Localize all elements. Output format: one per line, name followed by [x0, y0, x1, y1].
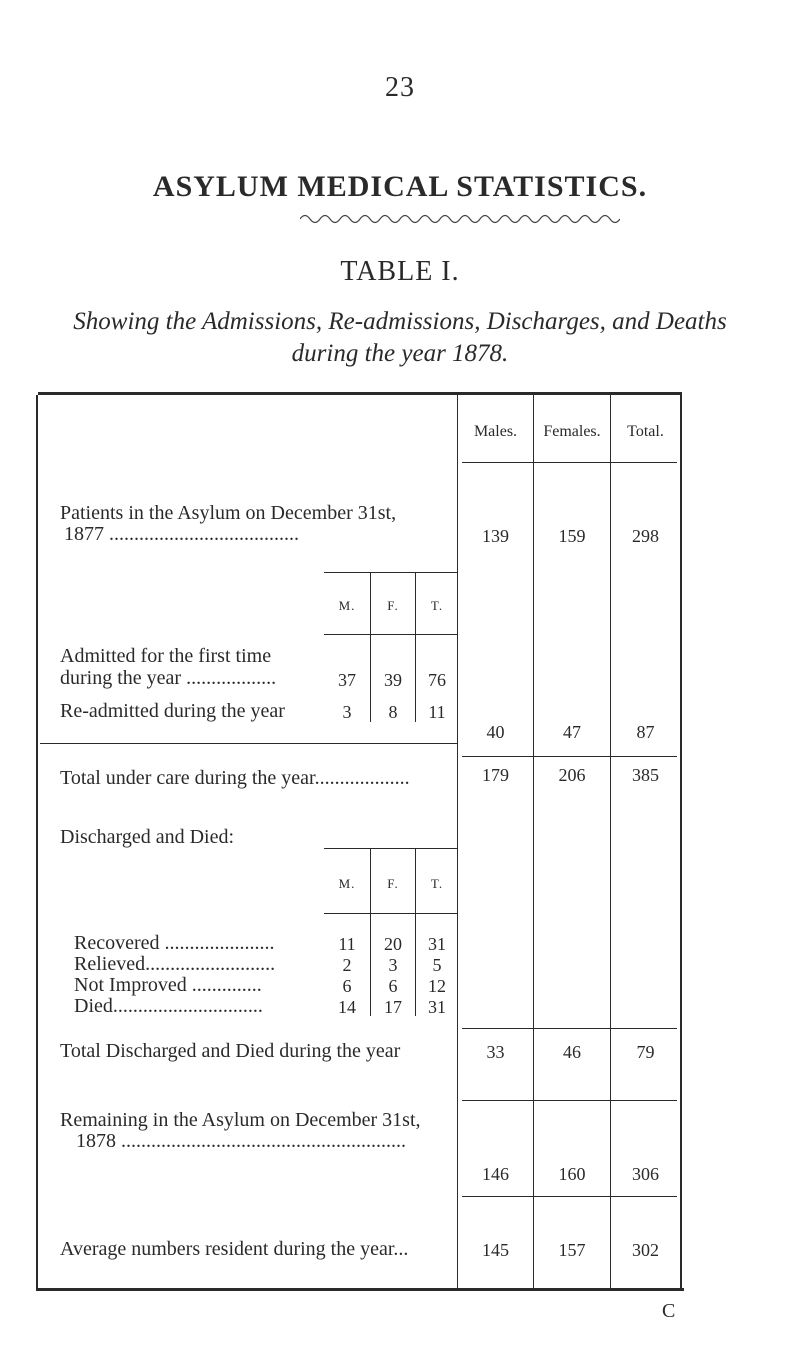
adm-subtable-bottom	[40, 743, 458, 744]
patients-1877-males: 139	[482, 526, 509, 546]
dis-subhead-m: M.	[338, 876, 356, 891]
readmitted-f: 8	[388, 702, 398, 722]
relieved-t: 5	[432, 955, 442, 975]
total-discharged-males: 33	[486, 1042, 505, 1062]
recovered-label-text: Recovered	[74, 932, 160, 954]
died-f: 17	[384, 997, 402, 1017]
under-care-label-text: Total under care during the year	[60, 767, 315, 789]
readmitted-total: 87	[636, 722, 655, 742]
under-care-total: 385	[632, 765, 659, 785]
adm-subhead-t: T.	[430, 598, 444, 613]
adm-subhead-m: M.	[338, 598, 356, 613]
table-bottom-border	[36, 1288, 684, 1291]
readmitted-m: 3	[342, 702, 352, 722]
row-rule-before-average	[462, 1196, 677, 1197]
patients-1877-year: 1877	[64, 523, 104, 545]
average-resident-label: Average numbers resident during the year...	[60, 1238, 409, 1260]
col-head-males: Males.	[473, 423, 518, 440]
remaining-1878-year: 1878	[76, 1130, 116, 1152]
not-improved-m: 6	[342, 976, 352, 996]
dis-subhead-t: T.	[430, 876, 444, 891]
relieved-label: Relieved..........................	[74, 953, 276, 975]
dis-subtable-top	[324, 848, 458, 849]
died-t: 31	[428, 997, 446, 1017]
dis-subtable-head-rule	[324, 913, 458, 914]
remaining-1878-females: 160	[558, 1164, 586, 1184]
subtitle-line-2: during the year 1878.	[291, 340, 509, 367]
not-improved-f: 6	[388, 976, 398, 996]
under-care-females: 206	[558, 765, 586, 785]
admitted-first-m: 37	[338, 670, 356, 690]
adm-subtable-top	[324, 572, 458, 573]
died-label: Died..............................	[74, 995, 263, 1017]
average-resident-males: 145	[482, 1240, 509, 1260]
row-rule-average	[462, 1100, 677, 1101]
average-resident-females: 157	[558, 1240, 586, 1260]
adm-subtable-divider-1	[370, 572, 371, 722]
subtitle-line-1: Showing the Admissions, Re-admissions, Discharges, and Deaths	[73, 308, 727, 335]
admitted-first-label-1: Admitted for the first time	[60, 645, 272, 667]
recovered-m: 11	[338, 934, 356, 954]
adm-subtable-divider-2	[415, 572, 416, 722]
admitted-first-t: 76	[428, 670, 446, 690]
patients-1877-total: 298	[632, 526, 659, 546]
remaining-1878-males: 146	[482, 1164, 509, 1184]
patients-1877-females: 159	[558, 526, 586, 546]
remaining-1878-label-2: 1878 .........................................................	[76, 1130, 406, 1152]
readmitted-females: 47	[563, 722, 581, 742]
recovered-t: 31	[428, 934, 446, 954]
died-label-text: Died	[74, 995, 113, 1017]
dis-subhead-f: F.	[387, 876, 399, 891]
readmitted-t: 11	[428, 702, 446, 722]
patients-1877-label-1: Patients in the Asylum on December 31st,	[60, 502, 397, 524]
header-underline	[462, 462, 677, 463]
table-right-border	[680, 395, 682, 1290]
not-improved-label-text: Not Improved	[74, 974, 187, 996]
admitted-first-label-2: during the year ..................	[60, 667, 277, 689]
admitted-first-f: 39	[384, 670, 402, 690]
table-top-border	[38, 392, 682, 395]
total-discharged-females: 46	[563, 1042, 581, 1062]
remaining-1878-label-1: Remaining in the Asylum on December 31st,	[60, 1109, 421, 1131]
recovered-f: 20	[384, 934, 402, 954]
adm-subhead-f: F.	[387, 598, 399, 613]
admitted-first-label-text: during the year	[60, 667, 182, 689]
patients-1877-label-2: 1877 ......................................	[64, 523, 299, 545]
table-left-border	[36, 395, 38, 1290]
readmitted-label: Re-admitted during the year	[60, 700, 285, 722]
total-discharged-label: Total Discharged and Died during the year	[60, 1040, 401, 1062]
signature-mark: C	[662, 1300, 676, 1322]
row-rule-under-care	[462, 756, 677, 757]
not-improved-t: 12	[428, 976, 446, 996]
relieved-m: 2	[342, 955, 352, 975]
discharged-heading: Discharged and Died:	[60, 826, 235, 848]
died-m: 14	[338, 997, 356, 1017]
main-title: ASYLUM MEDICAL STATISTICS.	[152, 170, 648, 203]
not-improved-label: Not Improved ..............	[74, 974, 262, 996]
total-discharged-total: 79	[636, 1042, 655, 1062]
remaining-1878-total: 306	[632, 1164, 659, 1184]
relieved-f: 3	[388, 955, 398, 975]
under-care-males: 179	[482, 765, 509, 785]
recovered-label: Recovered ......................	[74, 932, 275, 954]
average-resident-total: 302	[632, 1240, 659, 1260]
table-title: TABLE I.	[340, 256, 460, 287]
readmitted-males: 40	[486, 722, 505, 742]
page-number: 23	[385, 72, 415, 103]
wavy-rule	[300, 212, 620, 226]
under-care-label: Total under care during the year...................	[60, 767, 410, 789]
col-head-females: Females.	[543, 423, 601, 440]
adm-subtable-head-rule	[324, 634, 458, 635]
relieved-label-text: Relieved	[74, 953, 146, 975]
row-rule-remaining	[462, 1028, 677, 1029]
col-head-total: Total.	[627, 423, 664, 440]
